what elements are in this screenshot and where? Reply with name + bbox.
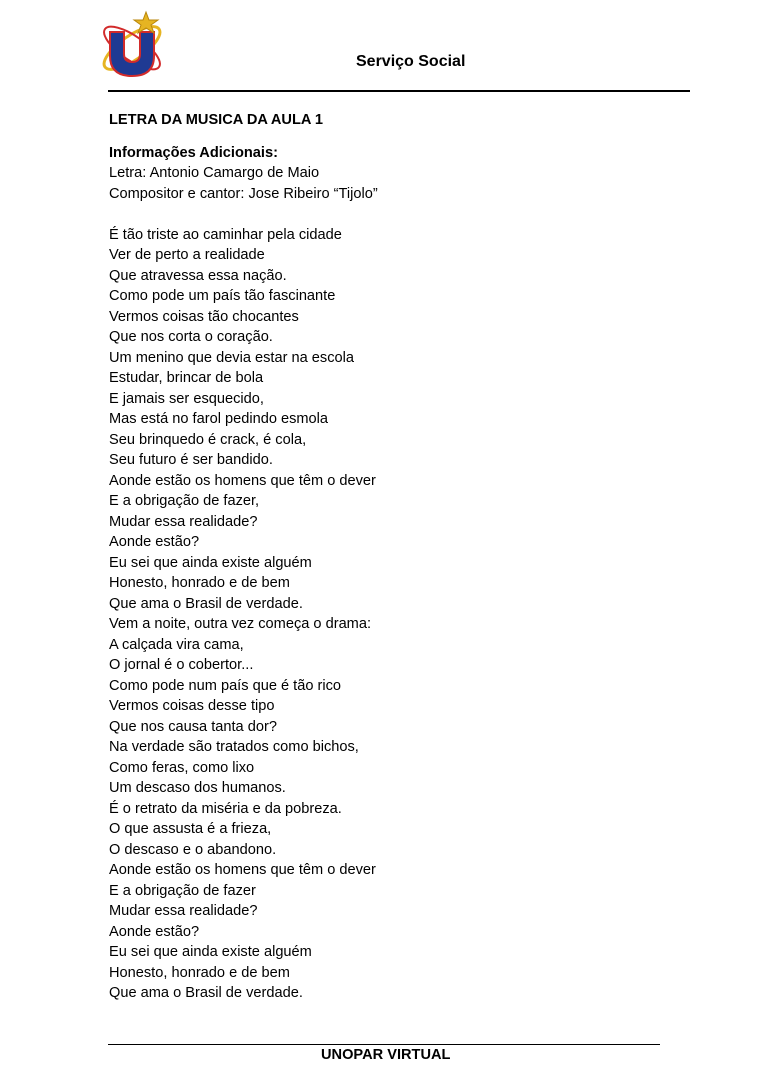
lyric-line: Honesto, honrado e de bem (109, 575, 290, 591)
lyric-line: Eu sei que ainda existe alguém (109, 554, 312, 571)
lyric-line: É o retrato da miséria e da pobreza. (109, 800, 342, 817)
lyric-line: O descaso e o abandono. (109, 841, 277, 858)
lyric-line: Aonde estão os homens que têm o dever (109, 472, 376, 489)
lyric-line: E jamais ser esquecido, (109, 390, 264, 407)
lyric-line: Aonde estão? (109, 534, 200, 550)
lyric-line: Eu sei que ainda existe alguém (109, 944, 312, 960)
document-body (109, 110, 669, 1004)
lyric-line: Que ama o Brasil de verdade. (109, 595, 303, 612)
lyric-line: Ver de perto a realidade (109, 247, 265, 263)
header-divider (108, 90, 690, 92)
lyric-line: Na verdade são tratados como bichos, (109, 739, 359, 755)
lyrics-credit: Letra: Antonio Camargo de Maio (109, 165, 320, 181)
info-label: Informações Adicionais: (109, 144, 278, 161)
logo-icon (96, 10, 168, 82)
lyric-line: O jornal é o cobertor... (109, 657, 254, 673)
section-title: LETRA DA MUSICA DA AULA 1 (109, 112, 324, 128)
lyric-line: Mudar essa realidade? (109, 513, 258, 530)
lyric-line: Seu brinquedo é crack, é cola, (109, 431, 307, 448)
lyric-line: A calçada vira cama, (109, 636, 244, 653)
unopar-logo (96, 10, 168, 82)
lyric-line: Mas está no farol pedindo esmola (109, 411, 329, 427)
lyrics-block (109, 225, 669, 1004)
lyric-line: Vem a noite, outra vez começa o drama: (109, 616, 372, 632)
lyric-line: E a obrigação de fazer (109, 882, 256, 899)
lyric-line: Honesto, honrado e de bem (109, 964, 290, 981)
lyric-line: Seu futuro é ser bandido. (109, 452, 273, 468)
lyric-line: Um descaso dos humanos. (109, 780, 286, 796)
lyric-line: Como pode num país que é tão rico (109, 677, 342, 694)
footer-text: UNOPAR VIRTUAL (321, 1047, 451, 1063)
lyric-line: Como pode um país tão fascinante (109, 288, 336, 304)
lyric-line: Aonde estão os homens que têm o dever (109, 862, 376, 878)
lyric-line: Um menino que devia estar na escola (109, 349, 354, 366)
lyric-line: Que nos causa tanta dor? (109, 718, 277, 735)
spacer (109, 131, 669, 143)
logo-u-shape (110, 32, 154, 76)
lyric-line: O que assusta é a frieza, (109, 821, 272, 837)
lyric-line: Estudar, brincar de bola (109, 370, 264, 386)
lyric-line: É tão triste ao caminhar pela cidade (109, 226, 342, 243)
lyric-line: Que atravessa essa nação. (109, 267, 287, 284)
footer-divider (108, 1044, 660, 1045)
lyric-line: Que ama o Brasil de verdade. (109, 985, 303, 1001)
lyric-line: Que nos corta o coração. (109, 329, 273, 345)
composer-credit: Compositor e cantor: Jose Ribeiro “Tijolo” (109, 185, 378, 202)
lyric-line: Vermos coisas desse tipo (109, 698, 275, 714)
header-title: Serviço Social (356, 53, 466, 70)
lyric-line: Como feras, como lixo (109, 759, 255, 776)
spacer (109, 204, 669, 225)
lyric-line: E a obrigação de fazer, (109, 493, 260, 509)
lyric-line: Vermos coisas tão chocantes (109, 308, 299, 325)
lyric-line: Aonde estão? (109, 923, 200, 940)
lyric-line: Mudar essa realidade? (109, 903, 258, 919)
